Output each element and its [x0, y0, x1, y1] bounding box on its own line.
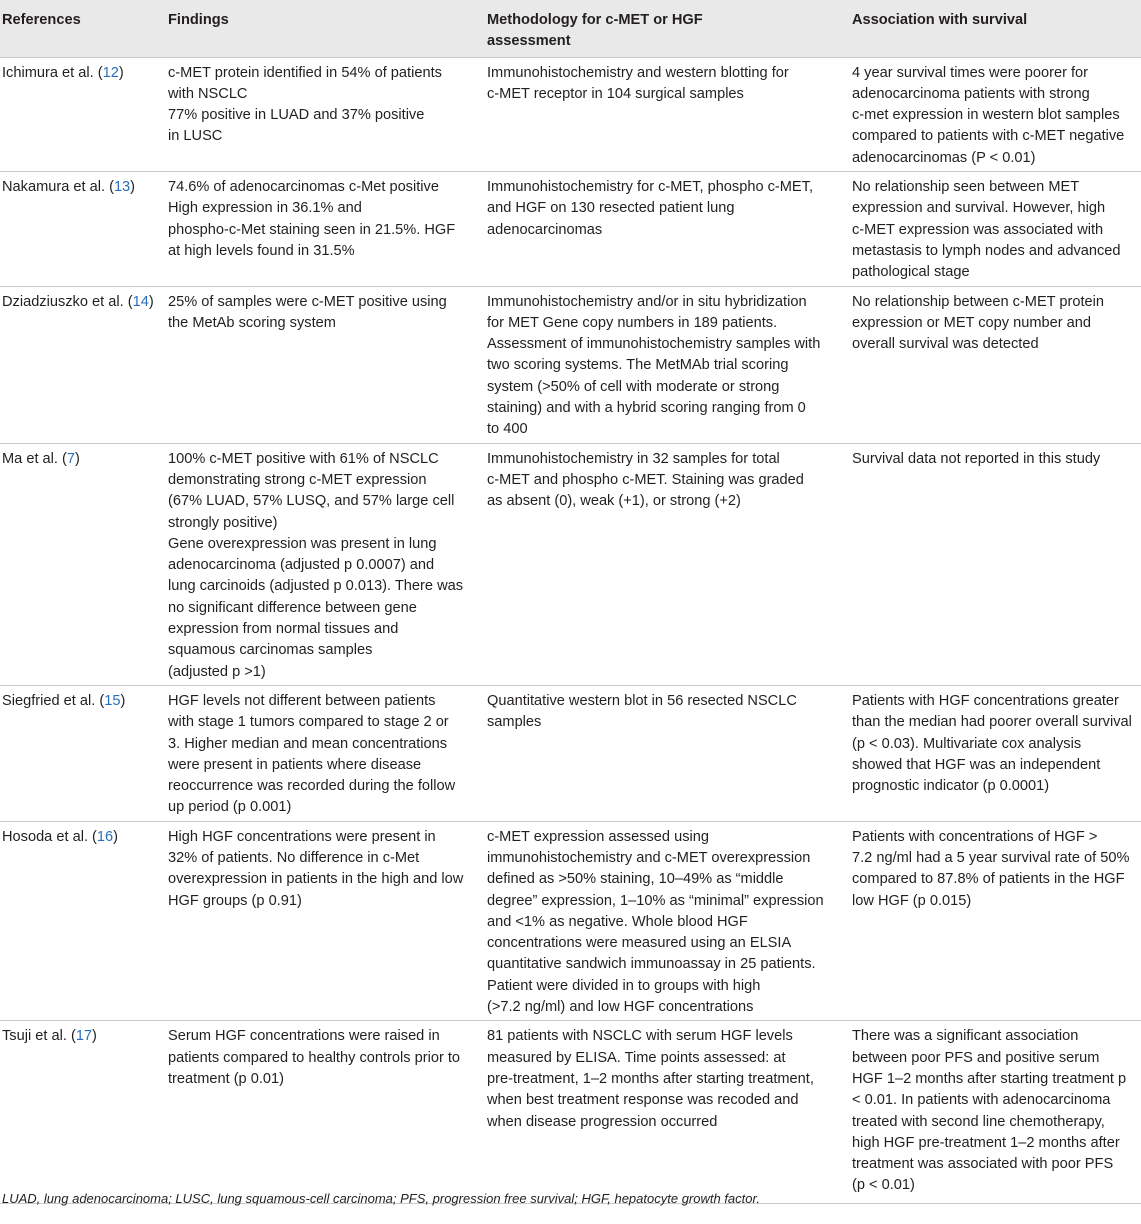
findings-line: in LUSC: [168, 128, 223, 145]
methodology-line: staining) and with a hybrid scoring ranging from 0: [487, 400, 806, 417]
methodology-line: c-MET receptor in 104 surgical samples: [487, 85, 744, 102]
findings-line: at high levels found in 31.5%: [168, 242, 355, 259]
association-line: high HGF pre-treatment 1–2 months after: [852, 1134, 1120, 1151]
methodology-line: when disease progression occurred: [487, 1113, 718, 1130]
findings-line: HGF groups (p 0.91): [168, 892, 302, 909]
reference-close: ): [130, 179, 136, 196]
association-cell: [842, 57, 1141, 171]
association-line: between poor PFS and positive serum: [852, 1049, 1100, 1066]
findings-line: with stage 1 tumors compared to stage 2 or: [168, 714, 449, 731]
table-row: [0, 286, 1141, 443]
reference-name: Ma et al. (: [2, 450, 67, 467]
findings-line: lung carcinoids (adjusted p 0.013). There was: [168, 578, 464, 595]
findings-cell: [158, 685, 478, 821]
reference-cell: [0, 172, 158, 286]
findings-line: c-MET protein identified in 54% of patients: [168, 64, 442, 81]
reference-link[interactable]: 7: [66, 450, 76, 467]
reference-close: ): [120, 692, 126, 709]
methodology-line: as absent (0), weak (+1), or strong (+2): [487, 493, 741, 510]
methodology-line: two scoring systems. The MetMAb trial scoring: [487, 357, 789, 374]
methodology-line: Immunohistochemistry in 32 samples for total: [487, 450, 780, 467]
association-line: showed that HGF was an independent: [852, 756, 1101, 773]
methodology-cell: [478, 286, 842, 443]
methodology-line: for MET Gene copy numbers in 189 patients.: [487, 314, 778, 331]
findings-line: no significant difference between gene: [168, 599, 417, 616]
association-cell: [842, 685, 1141, 821]
findings-line: reoccurrence was recorded during the follow: [168, 778, 456, 795]
association-line: treatment was associated with poor PFS: [852, 1156, 1114, 1173]
table-row: [0, 57, 1141, 171]
findings-cell: [158, 1021, 478, 1203]
association-cell: [842, 821, 1141, 1021]
table-row: [0, 172, 1141, 286]
table-footnote: LUAD, lung adenocarcinoma; LUSC, lung squamous-cell carcinoma; PFS, progression free survival; HGF, hepatocyte growth factor.: [2, 1191, 760, 1206]
association-line: compared to patients with c-MET negative: [852, 128, 1125, 145]
findings-cell: [158, 172, 478, 286]
methodology-line: degree” expression, 1–10% as “minimal” expression: [487, 892, 824, 909]
table-body: [0, 57, 1141, 1203]
association-line: prognostic indicator (p 0.0001): [852, 778, 1050, 795]
methodology-line: adenocarcinomas: [487, 221, 603, 238]
reference-link[interactable]: 17: [75, 1028, 93, 1045]
methodology-line: and <1% as negative. Whole blood HGF: [487, 913, 748, 930]
reference-name: Tsuji et al. (: [2, 1028, 76, 1045]
findings-line: overexpression in patients in the high and low: [168, 871, 464, 888]
methodology-line: c-MET expression assessed using: [487, 828, 709, 845]
methodology-line: Immunohistochemistry for c-MET, phospho c-MET,: [487, 179, 814, 196]
association-line: metastasis to lymph nodes and advanced: [852, 242, 1121, 259]
association-line: compared to 87.8% of patients in the HGF: [852, 871, 1125, 888]
reference-name: Hosoda et al. (: [2, 828, 97, 845]
table-row: [0, 1021, 1141, 1203]
association-line: c-met expression in western blot samples: [852, 107, 1120, 124]
findings-line: Serum HGF concentrations were raised in: [168, 1028, 440, 1045]
findings-line: adenocarcinoma (adjusted p 0.0007) and: [168, 557, 435, 574]
findings-cell: [158, 443, 478, 685]
findings-line: were present in patients where disease: [168, 756, 422, 773]
reference-close: ): [92, 1028, 97, 1045]
methodology-line: defined as >50% staining, 10–49% as “middle: [487, 871, 784, 888]
findings-line: 32% of patients. No difference in c-Met: [168, 849, 420, 866]
association-line: adenocarcinomas (P < 0.01): [852, 149, 1036, 166]
methodology-line: quantitative sandwich immunoassay in 25 patients.: [487, 956, 816, 973]
methodology-cell: [478, 1021, 842, 1203]
association-line: adenocarcinoma patients with strong: [852, 85, 1090, 102]
methodology-line: concentrations were measured using an ELSIA: [487, 935, 792, 952]
association-line: There was a significant association: [852, 1028, 1079, 1045]
findings-line: HGF levels not different between patients: [168, 692, 436, 709]
methodology-line: Quantitative western blot in 56 resected NSCLC: [487, 692, 797, 709]
table-row: [0, 821, 1141, 1021]
association-line: low HGF (p 0.015): [852, 892, 972, 909]
methodology-line: immunohistochemistry and c-MET overexpression: [487, 849, 811, 866]
findings-line: 100% c-MET positive with 61% of NSCLC: [168, 450, 439, 467]
reference-close: ): [148, 293, 154, 310]
findings-line: the MetAb scoring system: [168, 314, 336, 331]
findings-cell: [158, 57, 478, 171]
association-line: overall survival was detected: [852, 336, 1039, 353]
methodology-cell: [478, 443, 842, 685]
association-line: Patients with concentrations of HGF >: [852, 828, 1098, 845]
association-cell: [842, 1021, 1141, 1203]
header-association: Association with survival: [852, 12, 1028, 28]
table-header-row: [0, 0, 1141, 57]
methodology-line: c-MET and phospho c-MET. Staining was graded: [487, 471, 804, 488]
findings-line: (adjusted p >1): [168, 663, 266, 680]
reference-close: ): [113, 828, 119, 845]
findings-line: squamous carcinomas samples: [168, 642, 373, 659]
association-line: No relationship between c-MET protein: [852, 293, 1105, 310]
association-cell: [842, 172, 1141, 286]
association-line: (p < 0.01): [852, 1177, 915, 1194]
findings-line: Gene overexpression was present in lung: [168, 535, 437, 552]
findings-line: 3. Higher median and mean concentrations: [168, 735, 448, 752]
reference-name: Dziadziuszko et al. (: [2, 293, 133, 310]
association-line: No relationship seen between MET: [852, 179, 1080, 196]
reference-name: Ichimura et al. (: [2, 64, 103, 81]
association-line: Survival data not reported in this study: [852, 450, 1101, 467]
findings-line: 74.6% of adenocarcinomas c-Met positive: [168, 179, 439, 196]
header-references: References: [2, 12, 81, 28]
association-line: 4 year survival times were poorer for: [852, 64, 1089, 81]
methodology-line: when best treatment response was recoded and: [487, 1092, 799, 1109]
methodology-line: 81 patients with NSCLC with serum HGF levels: [487, 1028, 793, 1045]
header-findings: Findings: [168, 12, 229, 28]
methodology-line: Immunohistochemistry and western blotting for: [487, 64, 789, 81]
methodology-line: samples: [487, 714, 542, 731]
methodology-line: to 400: [487, 421, 528, 438]
methodology-cell: [478, 57, 842, 171]
findings-line: treatment (p 0.01): [168, 1070, 284, 1087]
association-line: < 0.01. In patients with adenocarcinoma: [852, 1092, 1111, 1109]
findings-line: High HGF concentrations were present in: [168, 828, 436, 845]
methodology-cell: [478, 685, 842, 821]
methodology-cell: [478, 821, 842, 1021]
reference-link[interactable]: 12: [102, 64, 119, 81]
findings-line: demonstrating strong c-MET expression: [168, 471, 427, 488]
association-line: c-MET expression was associated with: [852, 221, 1104, 238]
association-line: expression or MET copy number and: [852, 314, 1092, 331]
table-row: [0, 685, 1141, 821]
methodology-line: measured by ELISA. Time points assessed: at: [487, 1049, 786, 1066]
header-methodology-line: assessment: [487, 33, 571, 50]
methodology-line: system (>50% of cell with moderate or strong: [487, 378, 780, 395]
association-line: than the median had poorer overall survival: [852, 714, 1132, 731]
reference-close: ): [75, 450, 80, 467]
reference-name: Nakamura et al. (: [2, 179, 114, 196]
reference-cell: [0, 57, 158, 171]
findings-line: patients compared to healthy controls prior to: [168, 1049, 461, 1066]
findings-line: up period (p 0.001): [168, 799, 292, 816]
findings-line: with NSCLC: [168, 85, 248, 102]
findings-line: 25% of samples were c-MET positive using: [168, 293, 447, 310]
methodology-line: Patient were divided in to groups with high: [487, 977, 761, 994]
header-methodology: [478, 0, 842, 57]
association-line: treated with second line chemotherapy,: [852, 1113, 1105, 1130]
association-cell: [842, 443, 1141, 685]
methodology-cell: [478, 172, 842, 286]
association-line: (p < 0.03). Multivariate cox analysis: [852, 735, 1082, 752]
findings-line: phospho-c-Met staining seen in 21.5%. HGF: [168, 221, 456, 238]
findings-line: expression from normal tissues and: [168, 621, 399, 638]
reference-close: ): [118, 64, 124, 81]
reference-name: Siegfried et al. (: [2, 692, 105, 709]
methodology-line: (>7.2 ng/ml) and low HGF concentrations: [487, 999, 754, 1016]
findings-line: (67% LUAD, 57% LUSQ, and 57% large cell: [168, 493, 455, 510]
reference-cell: [0, 1021, 158, 1203]
association-cell: [842, 286, 1141, 443]
findings-line: High expression in 36.1% and: [168, 200, 362, 217]
reference-cell: [0, 443, 158, 685]
reference-cell: [0, 685, 158, 821]
reference-link[interactable]: 14: [132, 293, 149, 310]
methodology-line: Assessment of immunohistochemistry samples with: [487, 336, 821, 353]
reference-link[interactable]: 13: [113, 179, 131, 196]
findings-cell: [158, 286, 478, 443]
reference-link[interactable]: 15: [104, 692, 121, 709]
reference-link[interactable]: 16: [96, 828, 114, 845]
association-line: expression and survival. However, high: [852, 200, 1106, 217]
association-line: pathological stage: [852, 264, 970, 281]
findings-cell: [158, 821, 478, 1021]
reference-cell: [0, 821, 158, 1021]
methodology-line: Immunohistochemistry and/or in situ hybridization: [487, 293, 807, 310]
association-line: Patients with HGF concentrations greater: [852, 692, 1119, 709]
methodology-line: pre-treatment, 1–2 months after starting treatment,: [487, 1070, 814, 1087]
association-line: 7.2 ng/ml had a 5 year survival rate of 50%: [852, 849, 1130, 866]
association-line: HGF 1–2 months after starting treatment p: [852, 1070, 1127, 1087]
findings-line: 77% positive in LUAD and 37% positive: [168, 107, 425, 124]
methodology-line: and HGF on 130 resected patient lung: [487, 200, 735, 217]
reference-cell: [0, 286, 158, 443]
header-methodology-line: Methodology for c-MET or HGF: [487, 12, 703, 28]
table-row: [0, 443, 1141, 685]
findings-line: strongly positive): [168, 514, 278, 531]
